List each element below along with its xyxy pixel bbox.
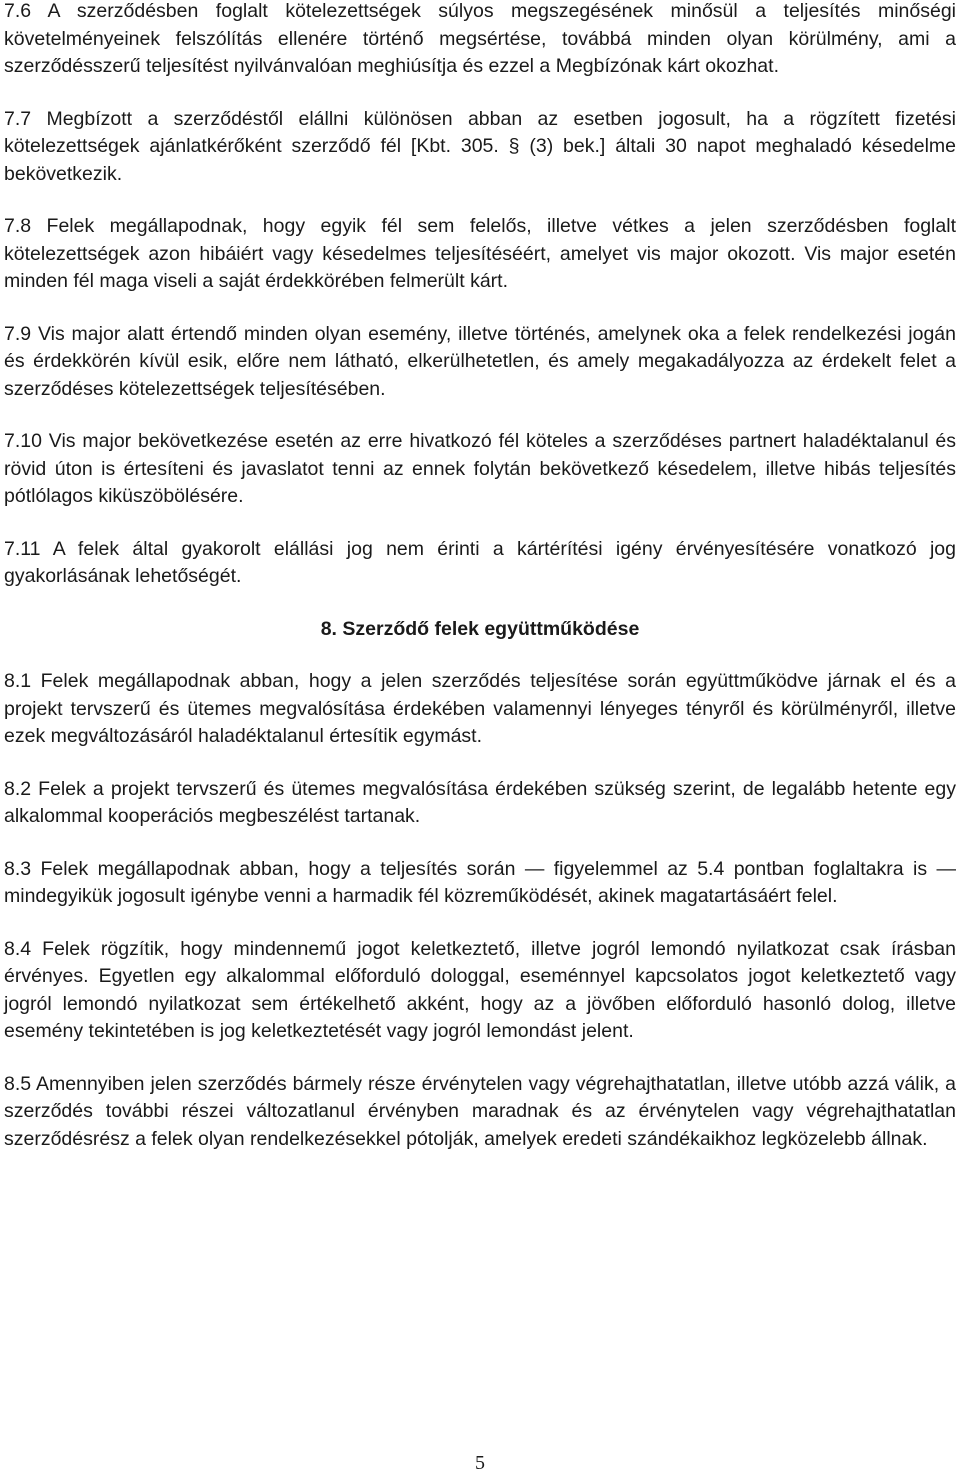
paragraph-8-3: 8.3 Felek megállapodnak abban, hogy a teljesítés során — figyelemmel az 5.4 pontban foglaltakra is — mindegyikük jogosult igénybe venni a harmadik fél közreműködését, akinek magatartásáért felel. <box>4 857 956 907</box>
paragraph-8-5: 8.5 Amennyiben jelen szerződés bármely része érvénytelen vagy végrehajthatatlan, illetve utóbb azzá válik, a szerződés további részei változatlanul érvényben maradnak és az érvénytelen vagy végrehajthatatlan szerződésrész a felek olyan rendelkezésekkel pótolják, amelyek eredeti szándékaikhoz legközelebb állnak. <box>4 1072 956 1150</box>
page-number: 5 <box>475 1452 485 1474</box>
paragraph-7-7: 7.7 Megbízott a szerződéstől elállni különösen abban az esetben jogosult, ha a rögzített fizetési kötelezettségek ajánlatkérőként szerződő fél [Kbt. 305. § (3) bek.] általi 30 napot meghaladó késedelme bekövetkezik. <box>4 107 956 185</box>
paragraph-7-8: 7.8 Felek megállapodnak, hogy egyik fél sem felelős, illetve vétkes a jelen szerződésben foglalt kötelezettségek azon hibáiért vagy késedelmes teljesítéséért, amelyet vis major okozott. Vis major esetén minden fél maga viseli a saját érdekkörében felmerült kárt. <box>4 215 956 292</box>
paragraph-7-6: 7.6 A szerződésben foglalt kötelezettségek súlyos megszegésének minősül a teljesítés minőségi követelményeinek felszólítás ellenére történő megsértése, továbbá minden olyan körülmény, ami a szerződésszerű teljesítést nyilvánvalóan meghiúsítja és ezzel a Megbízónak kárt okozhat. <box>4 0 956 77</box>
document-body <box>4 0 956 1178</box>
paragraph-7-9: 7.9 Vis major alatt értendő minden olyan esemény, illetve történés, amelynek oka a felek rendelkezési jogán és érdekkörén kívül esik, előre nem látható, elkerülhetetlen, és amely megakadályozza az érdekelt felet a szerződéses kötelezettségek teljesítésében. <box>4 322 956 400</box>
section-heading-8: 8. Szerződő felek együttműködése <box>320 617 640 640</box>
paragraph-7-11: 7.11 A felek által gyakorolt elállási jog nem érinti a kártérítési igény érvényesítésére vonatkozó jog gyakorlásának lehetőségét. <box>4 537 956 587</box>
paragraph-7-10: 7.10 Vis major bekövetkezése esetén az erre hivatkozó fél köteles a szerződéses partnert haladéktalanul és rövid úton is értesíteni és javaslatot tenni az ennek folytán bekövetkező késedelem, illetve hibás teljesítés pótlólagos kiküszöbölésére. <box>4 430 956 507</box>
paragraph-8-1: 8.1 Felek megállapodnak abban, hogy a jelen szerződés teljesítése során együttműködve járnak el és a projekt tervszerű és ütemes megvalósítása érdekében valamennyi lényeges tényről és körülményről, illetve ezek megváltozásáról haladéktalanul értesítik egymást. <box>4 670 956 747</box>
paragraph-8-2: 8.2 Felek a projekt tervszerű és ütemes megvalósítása érdekében szükség szerint, de legalább hetente egy alkalommal kooperációs megbeszélést tartanak. <box>4 777 956 827</box>
paragraph-8-4: 8.4 Felek rögzítik, hogy mindennemű jogot keletkeztető, illetve jogról lemondó nyilatkozat csak írásban érvényes. Egyetlen egy alkalommal előforduló dologgal, eseménnyel kapcsolatos jogot keletkeztető vagy jogról lemondó nyilatkozat sem értékelhető akként, hogy az a jövőben előforduló hasonló dolog, illetve esemény tekintetében is jog keletkeztetését vagy jogról lemondást jelent. <box>4 937 956 1042</box>
